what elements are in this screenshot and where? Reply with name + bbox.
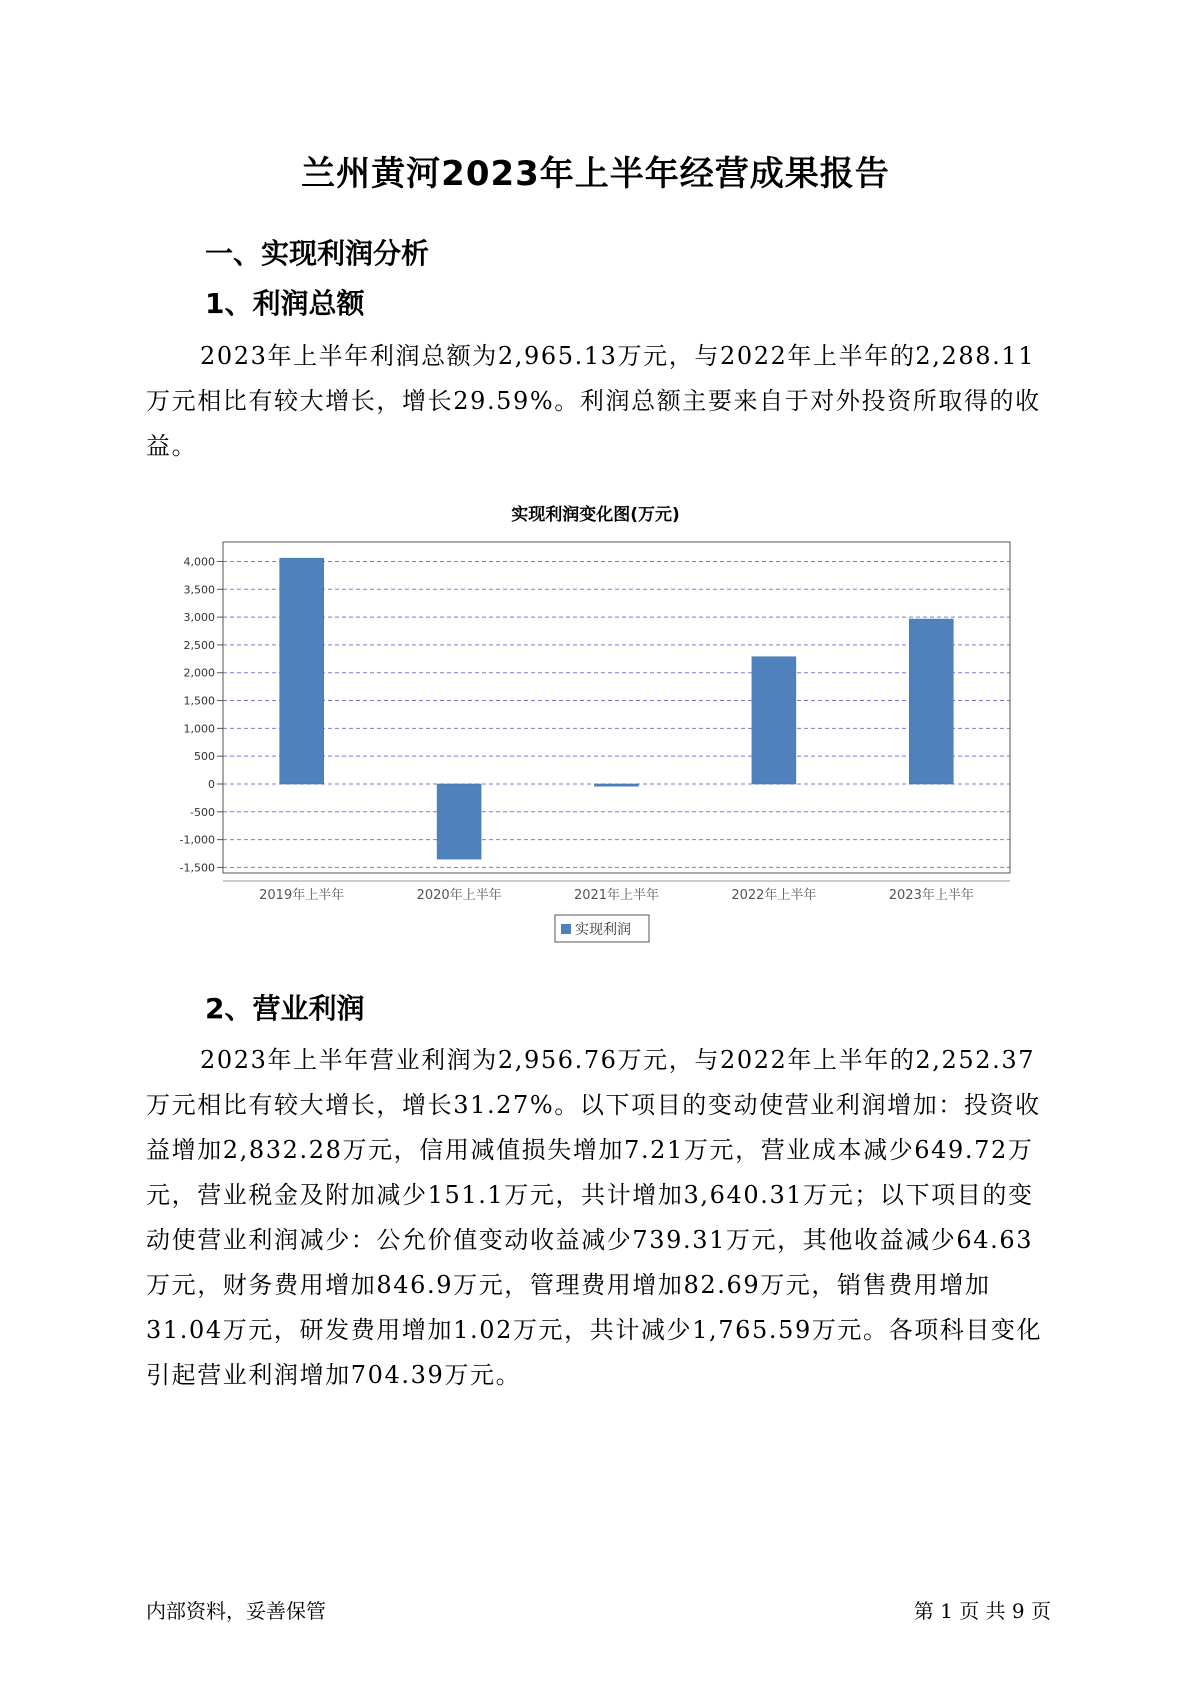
bar-2023年上半年 — [909, 619, 953, 784]
y-tick-label: -1,000 — [179, 833, 215, 847]
x-tick-label: 2023年上半年 — [888, 888, 974, 903]
y-tick-label: 500 — [194, 750, 215, 764]
chart-y-ticks — [180, 555, 223, 874]
y-tick-label: 2,000 — [183, 666, 215, 680]
bar-2019年上半年 — [280, 558, 324, 784]
y-tick-label: 1,500 — [183, 694, 215, 708]
section-heading-profit-analysis: 一、实现利润分析 — [205, 237, 430, 270]
y-tick-label: 0 — [208, 777, 215, 791]
y-tick-label: 2,500 — [183, 638, 215, 652]
chart-bars — [280, 558, 954, 859]
y-tick-label: 3,500 — [183, 583, 215, 597]
chart-plot-frame — [223, 542, 1010, 873]
chart-legend — [555, 915, 649, 942]
bar-2021年上半年 — [595, 784, 639, 786]
bar-2022年上半年 — [752, 657, 796, 784]
x-tick-label: 2022年上半年 — [731, 888, 817, 903]
subheading-operating-profit: 2、营业利润 — [205, 992, 365, 1025]
page-title: 兰州黄河2023年上半年经营成果报告 — [301, 154, 890, 194]
x-tick-label: 2019年上半年 — [259, 888, 345, 903]
y-tick-label: 3,000 — [183, 611, 215, 625]
legend-label-series: 实现利润 — [575, 922, 631, 938]
subheading-total-profit: 1、利润总额 — [205, 287, 365, 320]
footer-confidential-note: 内部资料，妥善保管 — [146, 1599, 326, 1623]
legend-swatch — [561, 924, 571, 934]
bar-2020年上半年 — [437, 784, 481, 859]
y-tick-label: -500 — [190, 805, 215, 819]
x-tick-label: 2020年上半年 — [416, 888, 502, 903]
chart-gridlines — [223, 561, 1010, 867]
y-tick-label: -1,500 — [179, 861, 215, 875]
x-tick-label: 2021年上半年 — [573, 888, 660, 903]
paragraph-total-profit: 2023年上半年利润总额为2,965.13万元，与2022年上半年的2,288.11万元相比有较大增长，增长29.59%。利润总额主要来自于对外投资所取得的收益。 — [146, 342, 1041, 460]
footer-page-number: 第 1 页 共 9 页 — [913, 1599, 1051, 1623]
profit-bar-chart — [0, 520, 1191, 970]
chart-title: 实现利润变化图(万元) — [511, 505, 680, 525]
y-tick-label: 1,000 — [183, 722, 215, 736]
y-tick-label: 4,000 — [183, 555, 215, 569]
paragraph-operating-profit: 2023年上半年营业利润为2,956.76万元，与2022年上半年的2,252.37万元相比有较大增长，增长31.27%。以下项目的变动使营业利润增加：投资收益增加2,832.28万元，信用减值损失增加7.21万元，营业成本减少649.72万元，营业税金及附加减少151.1万元，共计增加3,640.31万元；以下项目的变动使营业利润减少：公允价值变动收益减少739.31万元，其他收益减少64.63万元，财务费用增加846.9万元，管理费用增加82.69万元，销售费用增加31.04万元，研发费用增加1.02万元，共计减少1,765.59万元。各项科目变化引起营业利润增加704.39万元。 — [146, 1046, 1043, 1389]
chart-x-ticks — [259, 887, 974, 903]
